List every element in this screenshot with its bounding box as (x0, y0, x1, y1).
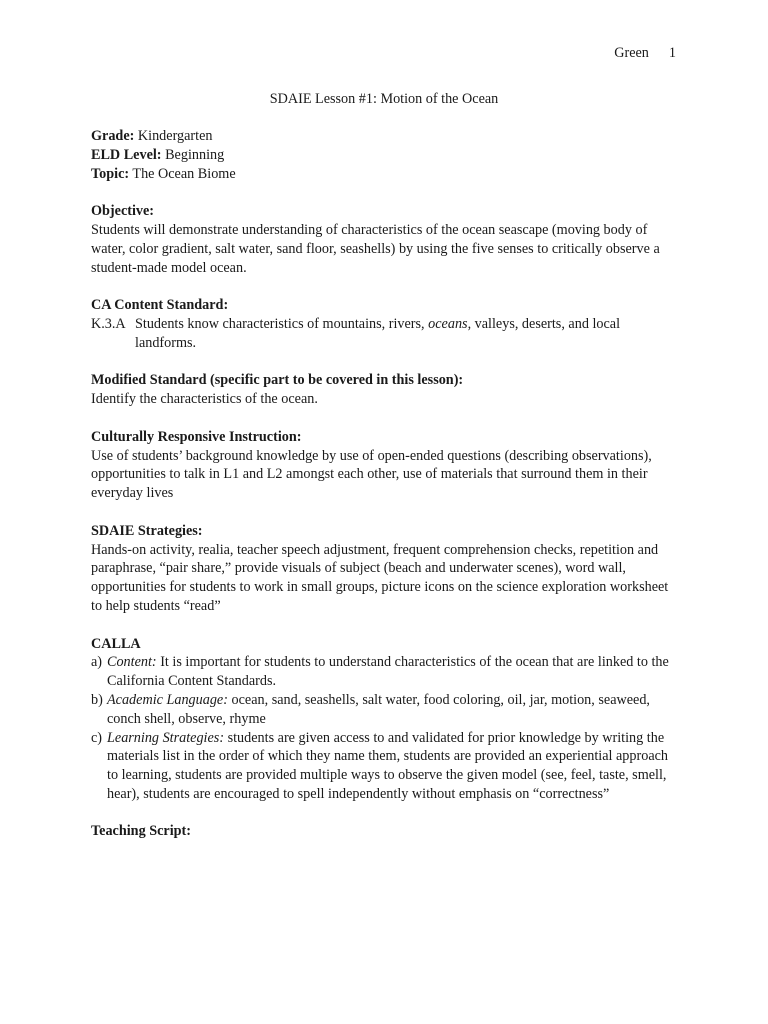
ca-content-standard-heading: CA Content Standard: (91, 297, 229, 314)
standard-code: K.3.A (91, 315, 126, 332)
objective-heading: Objective: (91, 203, 155, 220)
eld-level-line (91, 146, 681, 165)
document-body (91, 127, 681, 860)
eld-level-value: Beginning (165, 146, 225, 163)
sdaie-strategies-text: Hands-on activity, realia, teacher speech adjustment, frequent comprehension checks, repetition and paraphrase, “pair share,” provide visuals of subject (beach and underwater scenes), word wall, opportunities for students to work in small groups, picture icons on the science exploration worksheet to help students “read” (91, 541, 669, 614)
calla-item-letter: c) (91, 729, 103, 746)
calla-item-text (107, 653, 681, 691)
standard-text-after: , valleys, deserts, and local landforms. (135, 315, 621, 351)
calla-item-academic-language (91, 691, 681, 729)
teaching-script-heading: Teaching Script: (91, 823, 191, 840)
culturally-responsive-heading: Culturally Responsive Instruction: (91, 428, 302, 445)
culturally-responsive-section (91, 428, 681, 503)
calla-item-content (91, 653, 681, 691)
calla-item-body: ocean, sand, seashells, salt water, food coloring, oil, jar, motion, seaweed, conch shell, observe, rhyme (107, 691, 650, 727)
objective-section (91, 202, 681, 277)
modified-standard-heading: Modified Standard (specific part to be covered in this lesson): (91, 372, 464, 389)
calla-item-text (107, 729, 681, 804)
culturally-responsive-text: Use of students’ background knowledge by use of open-ended questions (describing observations), opportunities to talk in L1 and L2 amongst each other, use of materials that surround them in their everyday lives (91, 447, 652, 502)
calla-item-text (107, 691, 681, 729)
grade-value: Kindergarten (137, 128, 213, 144)
standard-text (135, 315, 681, 353)
topic-label: Topic: (91, 165, 130, 182)
page-header (614, 44, 676, 63)
sdaie-strategies-section (91, 522, 681, 616)
calla-item-label: Learning Strategies: (107, 729, 225, 746)
standard-text-italic: oceans (428, 315, 468, 332)
calla-item-letter: a) (91, 654, 103, 671)
teaching-script-section (91, 822, 681, 841)
grade-line (91, 127, 681, 146)
document-title: SDAIE Lesson #1: Motion of the Ocean (269, 91, 499, 107)
page-number: 1 (668, 45, 676, 61)
modified-standard-text: Identify the characteristics of the ocean. (91, 391, 318, 408)
objective-text: Students will demonstrate understanding of characteristics of the ocean seascape (moving body of water, color gradient, salt water, sand floor, seashells) by using the five senses to critically observe a student-made model ocean. (91, 221, 660, 276)
calla-heading: CALLA (91, 635, 141, 652)
header-author: Green (614, 45, 649, 61)
calla-item-learning-strategies (91, 729, 681, 804)
calla-item-letter: b) (91, 691, 103, 708)
ca-content-standard-section (91, 296, 681, 352)
lesson-info (91, 127, 681, 183)
standard-text-before: Students know characteristics of mountains, rivers, (135, 315, 429, 332)
grade-label: Grade: (91, 128, 135, 144)
modified-standard-section (91, 371, 681, 409)
topic-line (91, 165, 681, 184)
topic-value: The Ocean Biome (132, 165, 236, 182)
calla-item-label: Content: (107, 654, 157, 671)
calla-section (91, 635, 681, 804)
calla-item-body: It is important for students to understand characteristics of the ocean that are linked to the California Content Standards. (107, 654, 669, 690)
eld-level-label: ELD Level: (91, 146, 162, 163)
standard-row (91, 315, 681, 353)
sdaie-strategies-heading: SDAIE Strategies: (91, 522, 203, 539)
calla-item-label: Academic Language: (107, 691, 228, 708)
calla-item-body: students are given access to and validated for prior knowledge by writing the materials list in the order of which they name them, students are provided an experiential approach to learning, students are provided multiple ways to observe the given model (see, feel, taste, smell, hear), students are encouraged to spell independently without emphasis on “correctness” (107, 729, 669, 802)
